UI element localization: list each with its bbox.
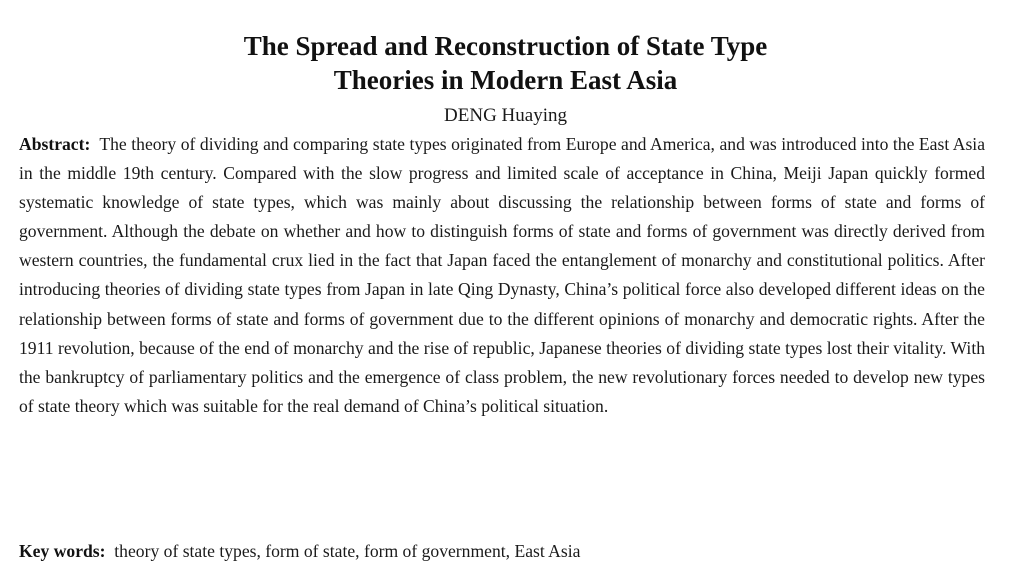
paper-title-line-2: Theories in Modern East Asia	[333, 65, 678, 95]
abstract-label: Abstract:	[19, 134, 91, 154]
paper-title-line-1: The Spread and Reconstruction of State Type	[243, 31, 768, 61]
abstract-paragraph	[19, 130, 985, 421]
keywords-paragraph	[19, 537, 985, 565]
keywords-text: theory of state types, form of state, form of government, East Asia	[114, 541, 581, 561]
abstract-text: The theory of dividing and comparing state types originated from Europe and America, and was introduced into the East Asia in the middle 19th century. Compared with the slow progress and limited scale of acceptance in China, Meiji Japan quickly formed systematic knowledge of state types, which was mainly about discussing the relationship between forms of state and forms of government. Although the debate on whether and how to distinguish forms of state and forms of government was directly derived from western countries, the fundamental crux lied in the fact that Japan faced the entanglement of monarchy and constitutional politics. After introducing theories of dividing state types from Japan in late Qing Dynasty, China’s political force also developed different ideas on the relationship between forms of state and forms of government due to the different opinions of monarchy and democratic rights. After the 1911 revolution, because of the end of monarchy and the rise of republic, Japanese theories of dividing state types lost their vitality. With the bankruptcy of parliamentary politics and the emergence of class problem, the new revolutionary forces needed to develop new types of state theory which was suitable for the real demand of China’s political situation.	[19, 134, 986, 416]
keywords-label: Key words:	[19, 541, 106, 561]
author-name: DENG Huaying	[444, 105, 567, 126]
